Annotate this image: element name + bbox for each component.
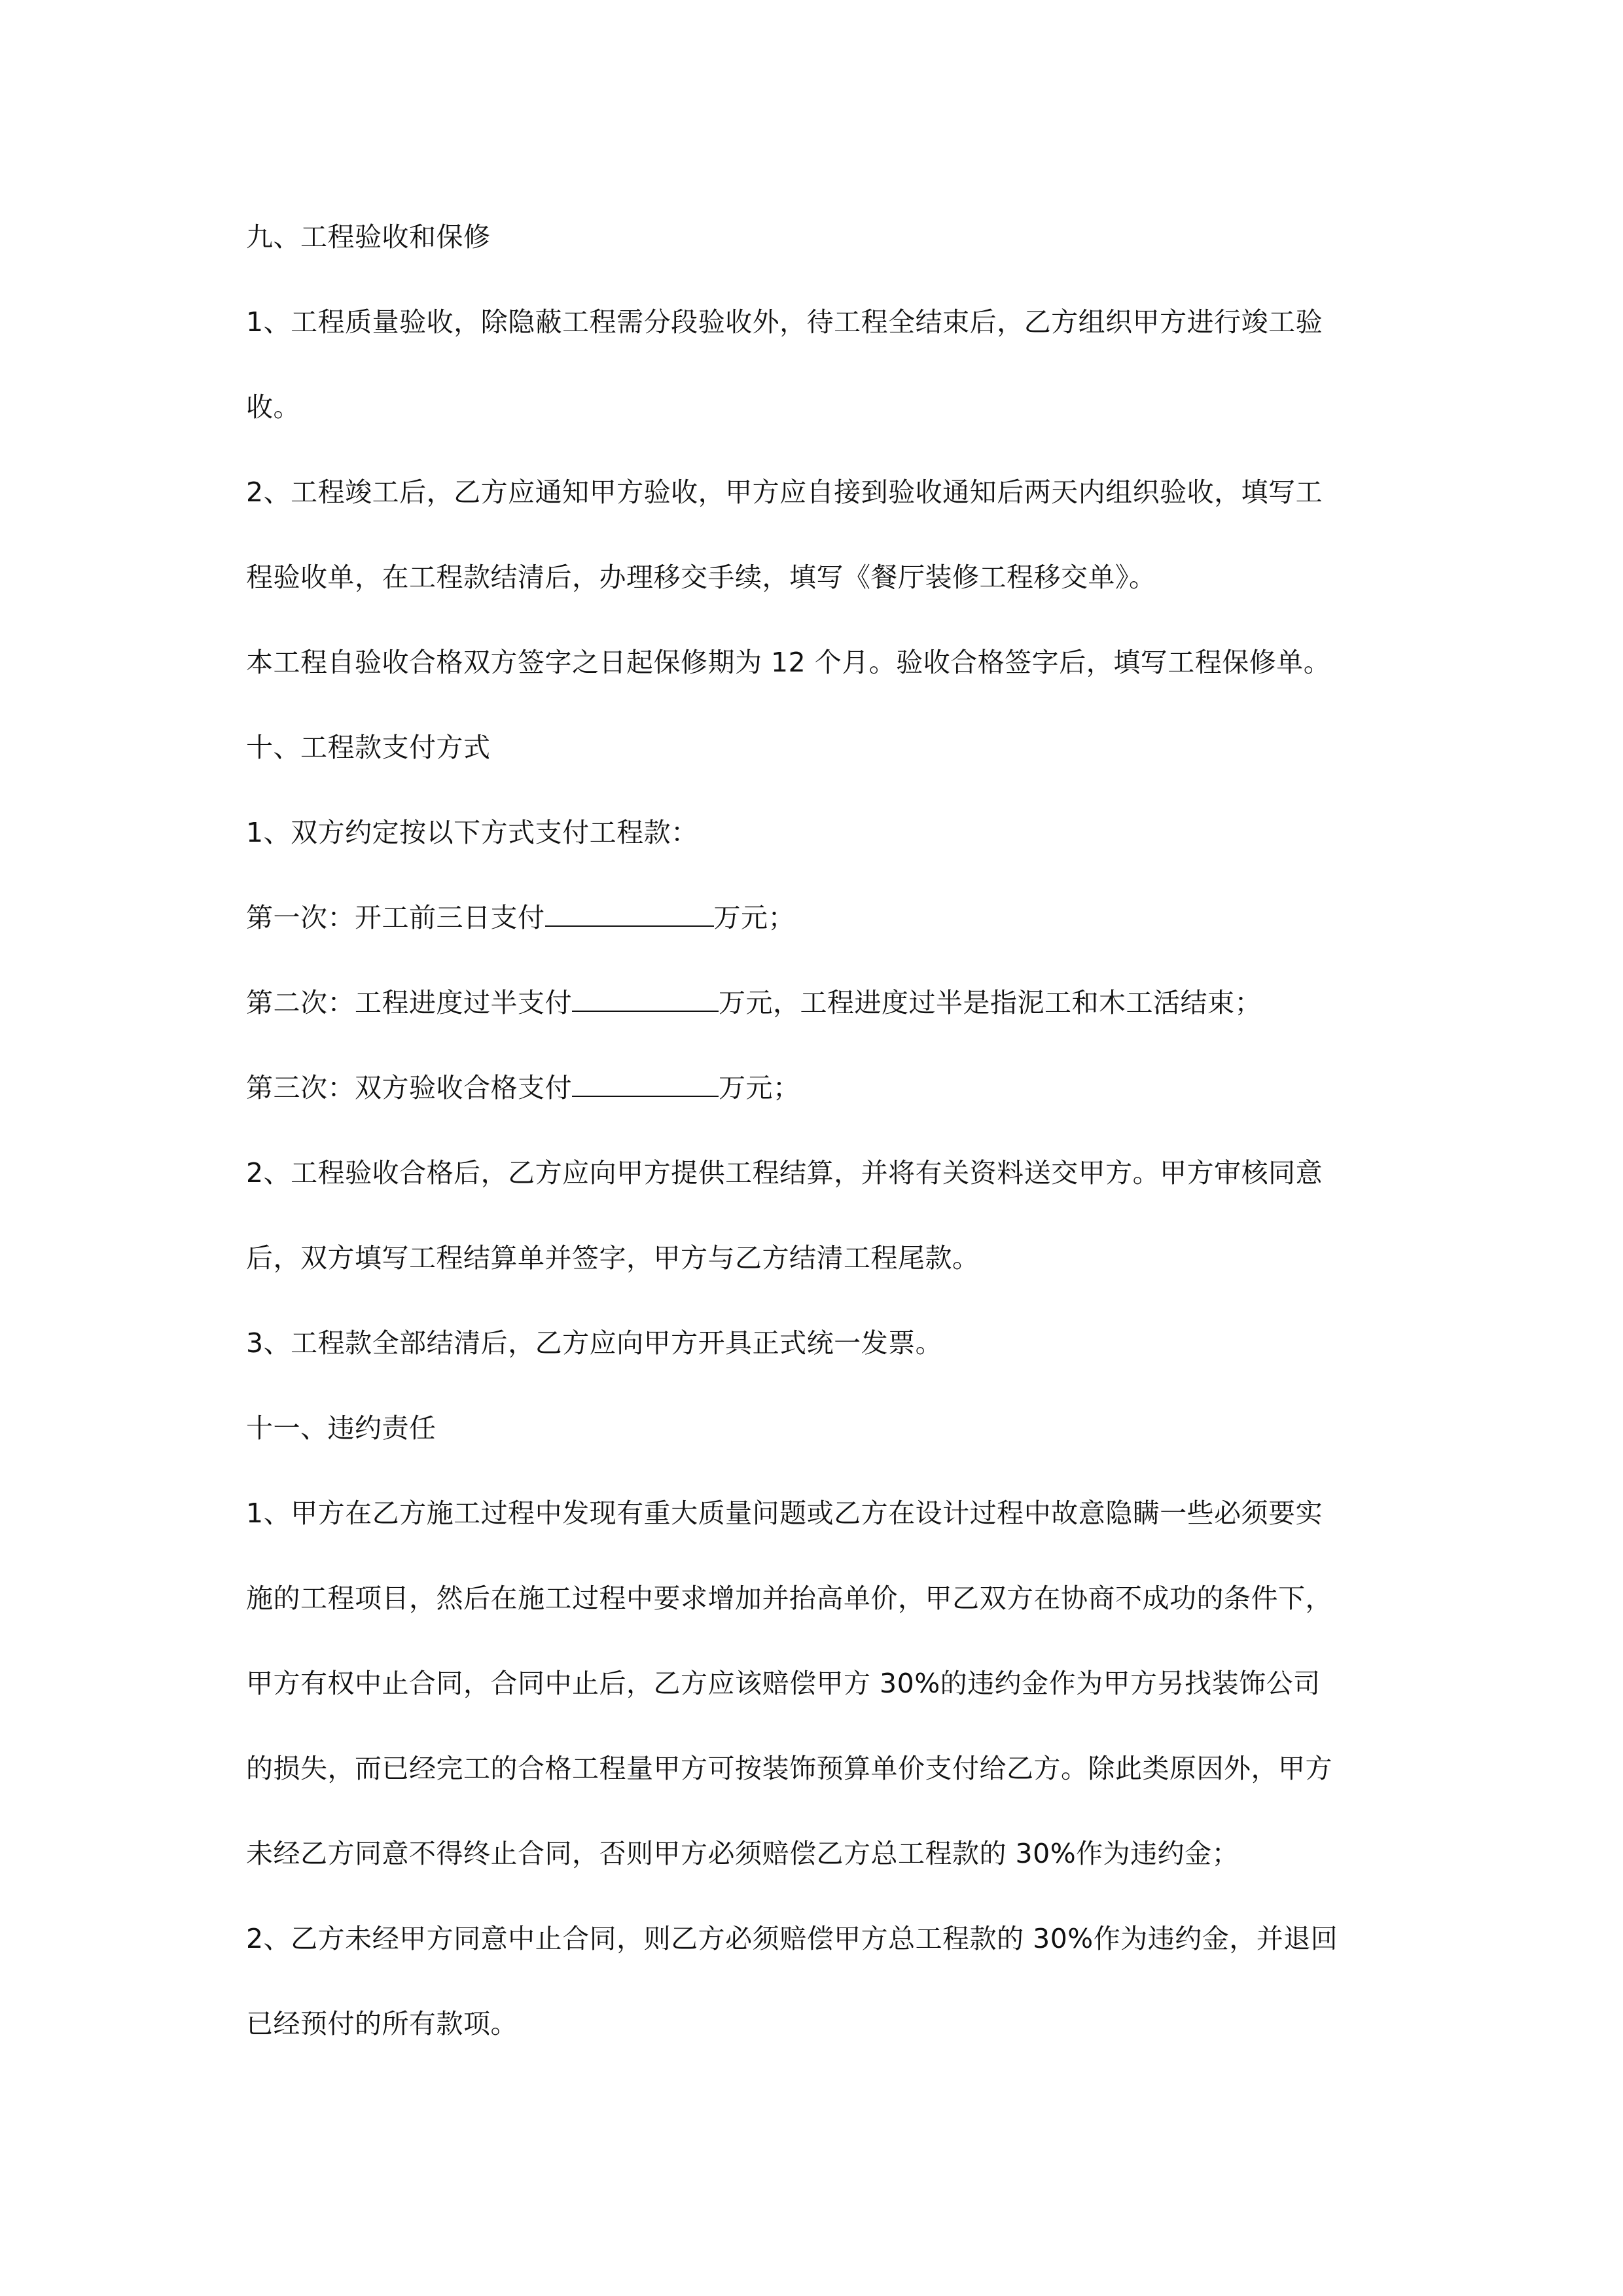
payment-unit: 万元； — [719, 1072, 800, 1103]
section-heading-acceptance: 九、工程验收和保修 — [246, 221, 491, 253]
amount-blank[interactable] — [545, 899, 714, 927]
paragraph-line: 收。 — [246, 391, 300, 423]
paragraph-line: 后，双方填写工程结算单并签字，甲方与乙方结清工程尾款。 — [246, 1242, 980, 1274]
paragraph-line: 施的工程项目，然后在施工过程中要求增加并抬高单价，甲乙双方在协商不成功的条件下， — [246, 1583, 1332, 1614]
paragraph-line: 1、双方约定按以下方式支付工程款： — [246, 817, 698, 848]
paragraph-line: 1、甲方在乙方施工过程中发现有重大质量问题或乙方在设计过程中故意隐瞒一些必须要实 — [246, 1498, 1323, 1529]
payment-line-second — [246, 983, 1262, 1022]
payment-unit: 万元，工程进度过半是指泥工和木工活结束； — [719, 987, 1262, 1018]
paragraph-line: 的损失，而已经完工的合格工程量甲方可按装饰预算单价支付给乙方。除此类原因外，甲方 — [246, 1753, 1332, 1784]
paragraph-line: 未经乙方同意不得终止合同，否则甲方必须赔偿乙方总工程款的 30%作为违约金； — [246, 1838, 1240, 1869]
section-heading-payment: 十、工程款支付方式 — [246, 732, 491, 763]
amount-blank[interactable] — [572, 1069, 719, 1097]
paragraph-line: 本工程自验收合格双方签字之日起保修期为 12 个月。验收合格签字后，填写工程保修单。 — [246, 647, 1331, 678]
paragraph-line: 甲方有权中止合同，合同中止后，乙方应该赔偿甲方 30%的违约金作为甲方另找装饰公司 — [246, 1668, 1321, 1699]
section-heading-liability: 十一、违约责任 — [246, 1412, 437, 1444]
paragraph-line: 已经预付的所有款项。 — [246, 2008, 518, 2039]
payment-label: 第二次：工程进度过半支付 — [246, 987, 572, 1018]
payment-unit: 万元； — [713, 902, 795, 933]
paragraph-line: 2、工程竣工后，乙方应通知甲方验收，甲方应自接到验收通知后两天内组织验收，填写工 — [246, 476, 1323, 508]
paragraph-line: 2、工程验收合格后，乙方应向甲方提供工程结算，并将有关资料送交甲方。甲方审核同意 — [246, 1157, 1323, 1189]
payment-label: 第三次：双方验收合格支付 — [246, 1072, 572, 1103]
paragraph-line: 3、工程款全部结清后，乙方应向甲方开具正式统一发票。 — [246, 1327, 943, 1359]
paragraph-line: 1、工程质量验收，除隐蔽工程需分段验收外，待工程全结束后，乙方组织甲方进行竣工验 — [246, 306, 1323, 338]
paragraph-line: 2、乙方未经甲方同意中止合同，则乙方必须赔偿甲方总工程款的 30%作为违约金，并退回 — [246, 1923, 1338, 1954]
payment-label: 第一次：开工前三日支付 — [246, 902, 545, 933]
amount-blank[interactable] — [572, 984, 719, 1012]
paragraph-line: 程验收单，在工程款结清后，办理移交手续，填写《餐厅装修工程移交单》。 — [246, 562, 1156, 593]
payment-line-third — [246, 1068, 800, 1107]
payment-line-first — [246, 898, 795, 937]
